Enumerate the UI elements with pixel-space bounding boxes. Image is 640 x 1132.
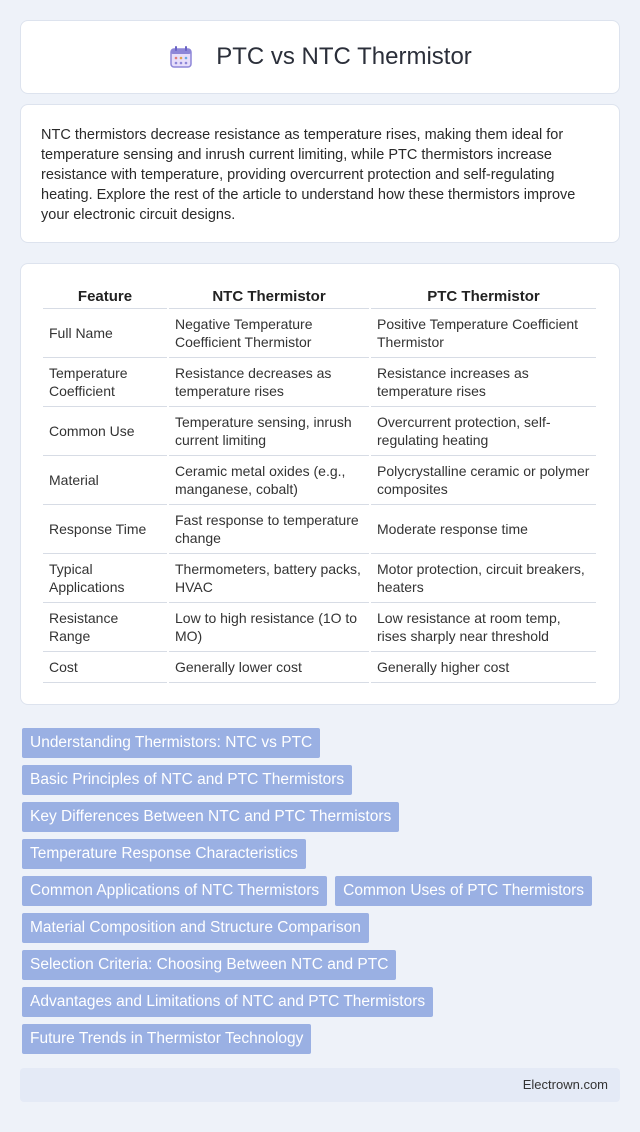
table-cell: Full Name: [43, 309, 167, 358]
topic-link[interactable]: Future Trends in Thermistor Technology: [22, 1024, 311, 1054]
table-cell: Ceramic metal oxides (e.g., manganese, cobalt): [169, 456, 369, 505]
table-cell: Material: [43, 456, 167, 505]
table-cell: Moderate response time: [371, 505, 596, 554]
table-header-row: [43, 282, 596, 309]
title-card: [20, 20, 620, 94]
table-cell: Motor protection, circuit breakers, heaters: [371, 554, 596, 603]
topic-links: [22, 728, 622, 1061]
table-row: [43, 554, 596, 603]
table-cell: Thermometers, battery packs, HVAC: [169, 554, 369, 603]
footer-source: Electrown.com: [522, 1077, 608, 1092]
topic-link[interactable]: Material Composition and Structure Comparison: [22, 913, 369, 943]
intro-card: [20, 104, 620, 243]
intro-text: NTC thermistors decrease resistance as temperature rises, making them ideal for temperature sensing and inrush current limiting, while PTC thermistors increase resistance with temperature, providing overcurrent protection and self-regulating heating. Explore the rest of the article to understand how these thermistors improve your electronic circuit designs.: [41, 127, 576, 223]
table-cell: Positive Temperature Coefficient Thermistor: [371, 309, 596, 358]
table-cell: Low resistance at room temp, rises sharply near threshold: [371, 603, 596, 652]
column-header-feature: Feature: [43, 282, 167, 309]
table-cell: Negative Temperature Coefficient Thermistor: [169, 309, 369, 358]
table-row: [43, 309, 596, 358]
topic-link[interactable]: Common Uses of PTC Thermistors: [335, 876, 592, 906]
topic-link[interactable]: Basic Principles of NTC and PTC Thermistors: [22, 765, 352, 795]
table-cell: Resistance decreases as temperature rises: [169, 358, 369, 407]
table-cell: Fast response to temperature change: [169, 505, 369, 554]
page-title: PTC vs NTC Thermistor: [216, 43, 472, 70]
topic-link[interactable]: Common Applications of NTC Thermistors: [22, 876, 327, 906]
table-cell: Overcurrent protection, self-regulating heating: [371, 407, 596, 456]
table-cell: Typical Applications: [43, 554, 167, 603]
table-cell: Cost: [43, 652, 167, 683]
calendar-icon: [168, 44, 194, 70]
table-cell: Low to high resistance (1O to MO): [169, 603, 369, 652]
topic-link[interactable]: Understanding Thermistors: NTC vs PTC: [22, 728, 320, 758]
footer: [20, 1068, 620, 1102]
column-header-ptc: PTC Thermistor: [371, 282, 596, 309]
table-row: [43, 358, 596, 407]
table-row: [43, 652, 596, 683]
topic-link[interactable]: Selection Criteria: Choosing Between NTC and PTC: [22, 950, 396, 980]
table-row: [43, 505, 596, 554]
table-cell: Generally higher cost: [371, 652, 596, 683]
topic-link[interactable]: Temperature Response Characteristics: [22, 839, 306, 869]
table-row: [43, 407, 596, 456]
table-row: [43, 603, 596, 652]
table-cell: Common Use: [43, 407, 167, 456]
column-header-ntc: NTC Thermistor: [169, 282, 369, 309]
comparison-table-card: [20, 263, 620, 705]
table-cell: Generally lower cost: [169, 652, 369, 683]
table-cell: Temperature sensing, inrush current limiting: [169, 407, 369, 456]
table-cell: Polycrystalline ceramic or polymer composites: [371, 456, 596, 505]
table-cell: Resistance Range: [43, 603, 167, 652]
topic-link[interactable]: Advantages and Limitations of NTC and PTC Thermistors: [22, 987, 433, 1017]
table-cell: Temperature Coefficient: [43, 358, 167, 407]
table-row: [43, 456, 596, 505]
table-cell: Response Time: [43, 505, 167, 554]
topic-link[interactable]: Key Differences Between NTC and PTC Thermistors: [22, 802, 399, 832]
comparison-table: [41, 282, 598, 683]
table-cell: Resistance increases as temperature rises: [371, 358, 596, 407]
